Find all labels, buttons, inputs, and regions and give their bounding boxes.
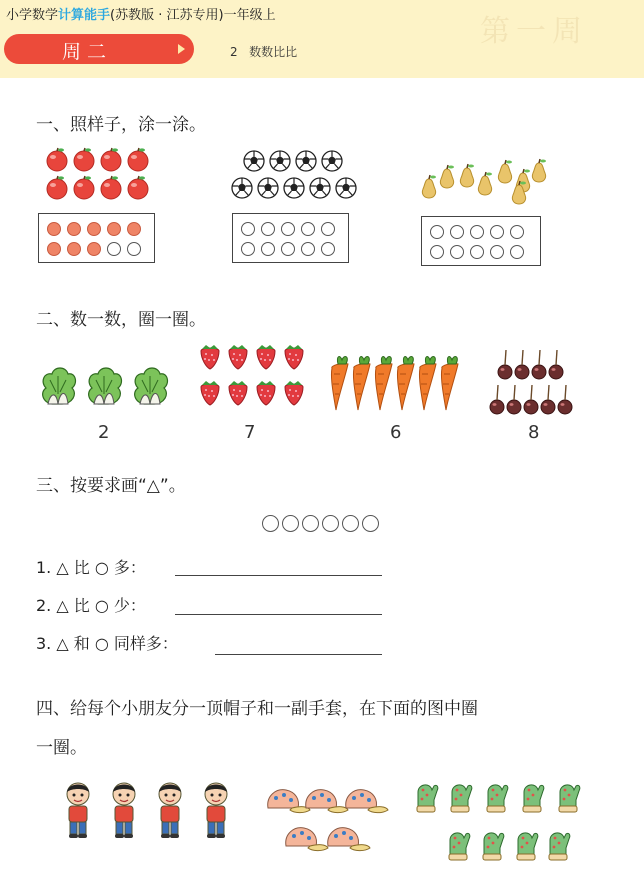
strawberry-icon: [254, 345, 278, 371]
filled-circle[interactable]: [47, 242, 61, 256]
strawberry-icon: [226, 345, 250, 371]
day-badge: [4, 34, 194, 64]
empty-circle[interactable]: [470, 225, 484, 239]
soccer-ball-icon: [243, 150, 265, 172]
book-suffix: (苏教版 · 江苏专用)一年级上: [110, 8, 276, 23]
reference-circle: [342, 515, 359, 532]
filled-circle[interactable]: [87, 242, 101, 256]
soccer-ball-icon: [295, 150, 317, 172]
reference-circle: [282, 515, 299, 532]
soccer-ball-icon: [309, 177, 331, 199]
cherry-icon: [523, 383, 539, 415]
cherry-icon: [497, 348, 513, 380]
reference-circle: [322, 515, 339, 532]
empty-circle[interactable]: [510, 245, 524, 259]
empty-circle[interactable]: [450, 245, 464, 259]
cherry-icon: [506, 383, 522, 415]
carrot-icon: [416, 354, 438, 412]
count-number: 7: [244, 422, 256, 443]
strawberry-icon: [282, 345, 306, 371]
reference-circle: [302, 515, 319, 532]
question-text: △ 和 ○ 同样多：: [56, 634, 178, 653]
glove-icon: [478, 826, 506, 862]
soccer-ball-icon: [321, 150, 343, 172]
glove-icon: [512, 826, 540, 862]
soccer-ball-icon: [335, 177, 357, 199]
lesson-number: 2: [230, 45, 238, 59]
pear-icon: [528, 159, 550, 183]
cherry-icon: [489, 383, 505, 415]
answer-blank-1[interactable]: [175, 575, 382, 576]
bok-choy-icon: [84, 364, 126, 408]
pear-icon: [474, 172, 496, 196]
child-icon: [152, 780, 188, 840]
empty-circle[interactable]: [241, 242, 255, 256]
cherry-icon: [548, 348, 564, 380]
soccer-ball-icon: [257, 177, 279, 199]
bok-choy-icon: [38, 364, 80, 408]
glove-icon: [482, 778, 510, 814]
glove-icon: [412, 778, 440, 814]
filled-circle[interactable]: [107, 222, 121, 236]
question-text: △ 比 ○ 少：: [56, 596, 146, 615]
empty-circle[interactable]: [301, 242, 315, 256]
apple-icon: [100, 148, 122, 170]
question-1: [36, 555, 146, 578]
carrot-icon: [438, 354, 460, 412]
empty-circle[interactable]: [510, 225, 524, 239]
apple-icon: [100, 176, 122, 198]
filled-circle[interactable]: [47, 222, 61, 236]
empty-circle[interactable]: [490, 245, 504, 259]
hat-icon: [340, 786, 388, 816]
empty-circle[interactable]: [241, 222, 255, 236]
section3-title: 三、按要求画“△”。: [36, 476, 186, 496]
filled-circle[interactable]: [67, 242, 81, 256]
empty-circle[interactable]: [261, 242, 275, 256]
reference-circle: [362, 515, 379, 532]
lesson-heading: [230, 43, 297, 60]
question-text: △ 比 ○ 多：: [56, 558, 146, 577]
cherry-icon: [531, 348, 547, 380]
strawberry-icon: [282, 381, 306, 407]
filled-circle[interactable]: [127, 222, 141, 236]
book-prefix: 小学数学: [6, 8, 59, 23]
apple-icon: [46, 148, 68, 170]
empty-circle[interactable]: [321, 222, 335, 236]
filled-circle[interactable]: [87, 222, 101, 236]
lesson-title: 数数比比: [249, 45, 298, 59]
empty-circle[interactable]: [261, 222, 275, 236]
answer-blank-2[interactable]: [175, 614, 382, 615]
glove-icon: [554, 778, 582, 814]
book-title: [6, 4, 276, 23]
empty-circle[interactable]: [281, 222, 295, 236]
reference-circle: [262, 515, 279, 532]
empty-circle[interactable]: [321, 242, 335, 256]
glove-icon: [518, 778, 546, 814]
empty-circle[interactable]: [301, 222, 315, 236]
book-brand: 计算能手: [58, 8, 111, 23]
pear-icon: [508, 181, 530, 205]
empty-circle[interactable]: [490, 225, 504, 239]
empty-circle[interactable]: [430, 225, 444, 239]
carrot-icon: [328, 354, 350, 412]
soccer-ball-icon: [269, 150, 291, 172]
empty-circle[interactable]: [281, 242, 295, 256]
hat-icon: [280, 824, 328, 854]
count-number: 6: [390, 422, 402, 443]
empty-circle[interactable]: [430, 245, 444, 259]
cherry-icon: [514, 348, 530, 380]
carrot-icon: [350, 354, 372, 412]
faint-week-heading: 第一周: [480, 14, 588, 49]
strawberry-icon: [254, 381, 278, 407]
empty-circle[interactable]: [107, 242, 121, 256]
strawberry-icon: [226, 381, 250, 407]
section1-title: 一、照样子，涂一涂。: [36, 115, 206, 135]
question-number: 2.: [36, 596, 52, 615]
question-2: [36, 593, 146, 616]
empty-circle[interactable]: [127, 242, 141, 256]
apple-icon: [73, 176, 95, 198]
soccer-ball-icon: [283, 177, 305, 199]
apple-icon: [46, 176, 68, 198]
glove-icon: [446, 778, 474, 814]
cherry-icon: [557, 383, 573, 415]
section4-title-line2: 一圈。: [36, 738, 87, 758]
apple-icon: [127, 148, 149, 170]
strawberry-icon: [198, 345, 222, 371]
empty-circle[interactable]: [450, 225, 464, 239]
count-number: 2: [98, 422, 110, 443]
answer-blank-3[interactable]: [215, 654, 382, 655]
child-icon: [106, 780, 142, 840]
question-number: 1.: [36, 558, 52, 577]
cherry-icon: [540, 383, 556, 415]
filled-circle[interactable]: [67, 222, 81, 236]
carrot-icon: [394, 354, 416, 412]
question-number: 3.: [36, 634, 52, 653]
child-icon: [60, 780, 96, 840]
glove-icon: [544, 826, 572, 862]
strawberry-icon: [198, 381, 222, 407]
play-arrow-icon: [178, 44, 185, 54]
apple-icon: [127, 176, 149, 198]
question-3: [36, 631, 178, 654]
glove-icon: [444, 826, 472, 862]
hat-icon: [322, 824, 370, 854]
section4-title-line1: 四、给每个小朋友分一顶帽子和一副手套，在下面的图中圈: [36, 699, 478, 719]
day-label: 周二: [62, 41, 113, 63]
empty-circle[interactable]: [470, 245, 484, 259]
section2-title: 二、数一数，圈一圈。: [36, 310, 206, 330]
pear-icon: [436, 165, 458, 189]
bok-choy-icon: [130, 364, 172, 408]
soccer-ball-icon: [231, 177, 253, 199]
count-number: 8: [528, 422, 540, 443]
apple-icon: [73, 148, 95, 170]
child-icon: [198, 780, 234, 840]
carrot-icon: [372, 354, 394, 412]
